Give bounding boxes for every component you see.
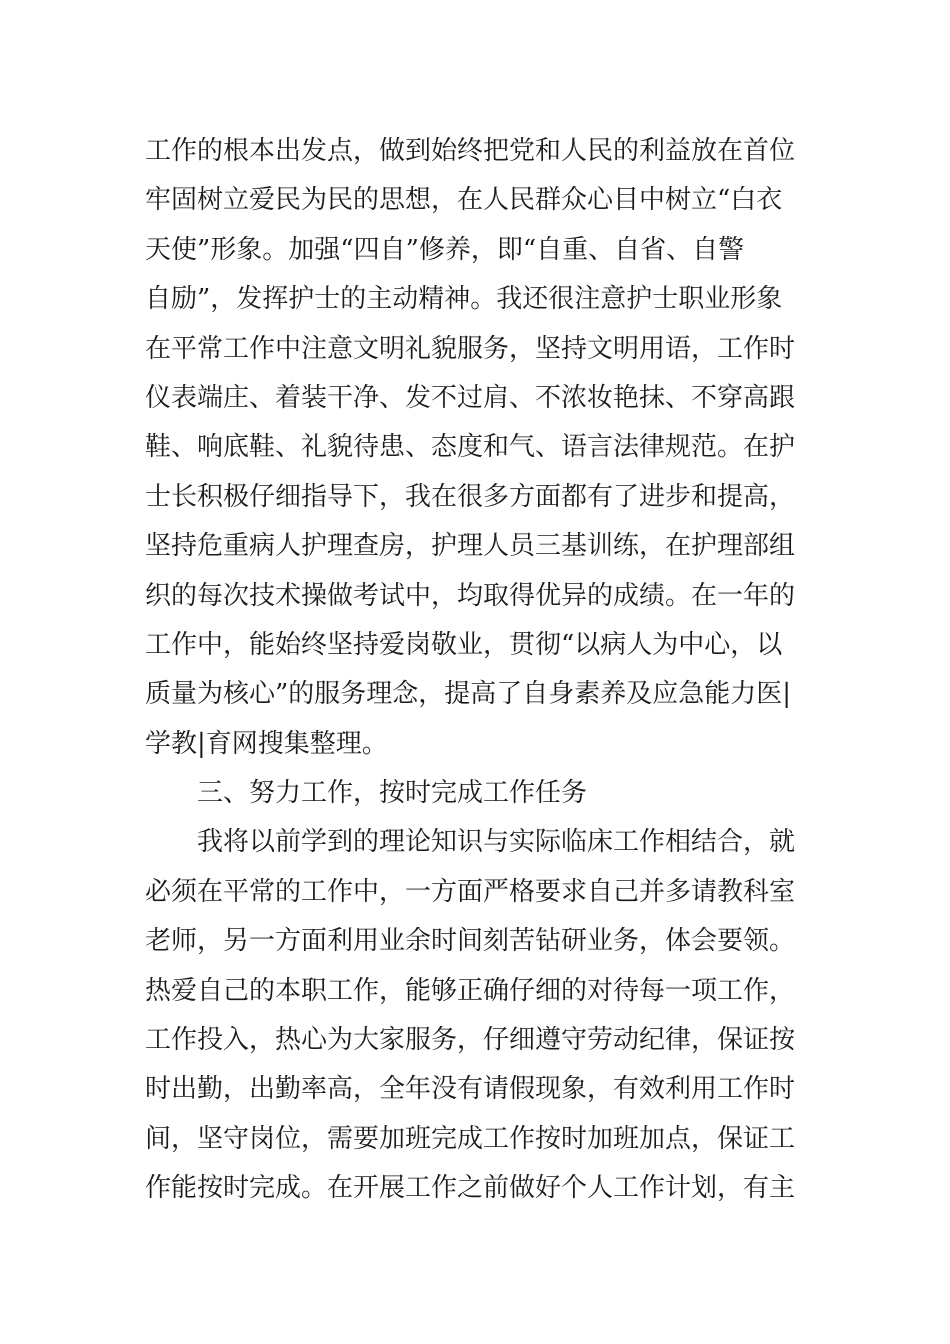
text-line: 自励”，发挥护士的主动精神。我还很注意护士职业形象 <box>145 284 783 315</box>
text-line: 热爱自己的本职工作，能够正确仔细的对待每一项工作， <box>145 975 796 1006</box>
text-line: 士长积极仔细指导下，我在很多方面都有了进步和提高， <box>145 481 796 512</box>
text-line: 工作中，能始终坚持爱岗敬业，贯彻“以病人为中心，以 <box>145 629 783 660</box>
text-line: 仪表端庄、着装干净、发不过肩、不浓妆艳抹、不穿高跟 <box>145 382 796 413</box>
text-line: 坚持危重病人护理查房，护理人员三基训练，在护理部组 <box>145 531 796 562</box>
text-line: 作能按时完成。在开展工作之前做好个人工作计划，有主 <box>145 1173 796 1204</box>
text-line: 老师，另一方面利用业余时间刻苦钻研业务，体会要领。 <box>145 926 796 957</box>
text-line: 质量为核心”的服务理念，提高了自身素养及应急能力医| <box>145 679 792 710</box>
text-line: 时出勤，出勤率高，全年没有请假现象，有效利用工作时 <box>145 1074 796 1105</box>
text-line: 学教|育网搜集整理。 <box>145 728 388 759</box>
text-line: 必须在平常的工作中，一方面严格要求自己并多请教科室 <box>145 876 796 907</box>
body-text <box>145 127 815 1214</box>
text-line: 鞋、响底鞋、礼貌待患、态度和气、语言法律规范。在护 <box>145 432 796 463</box>
text-line: 牢固树立爱民为民的思想，在人民群众心目中树立“白衣 <box>145 185 783 216</box>
text-line: 工作的根本出发点，做到始终把党和人民的利益放在首位 <box>145 136 796 166</box>
text-line: 天使”形象。加强“四自”修养，即“自重、自省、自警 <box>145 234 745 265</box>
text-line: 织的每次技术操做考试中，均取得优异的成绩。在一年的 <box>145 580 796 611</box>
section-heading: 三、努力工作，按时完成工作任务 <box>197 778 588 809</box>
paragraph-first-line: 我将以前学到的理论知识与实际临床工作相结合，就 <box>197 827 796 858</box>
text-line: 间，坚守岗位，需要加班完成工作按时加班加点，保证工 <box>145 1123 796 1154</box>
text-line: 工作投入，热心为大家服务，仔细遵守劳动纪律，保证按 <box>145 1025 796 1056</box>
text-line: 在平常工作中注意文明礼貌服务，坚持文明用语，工作时 <box>145 333 796 364</box>
